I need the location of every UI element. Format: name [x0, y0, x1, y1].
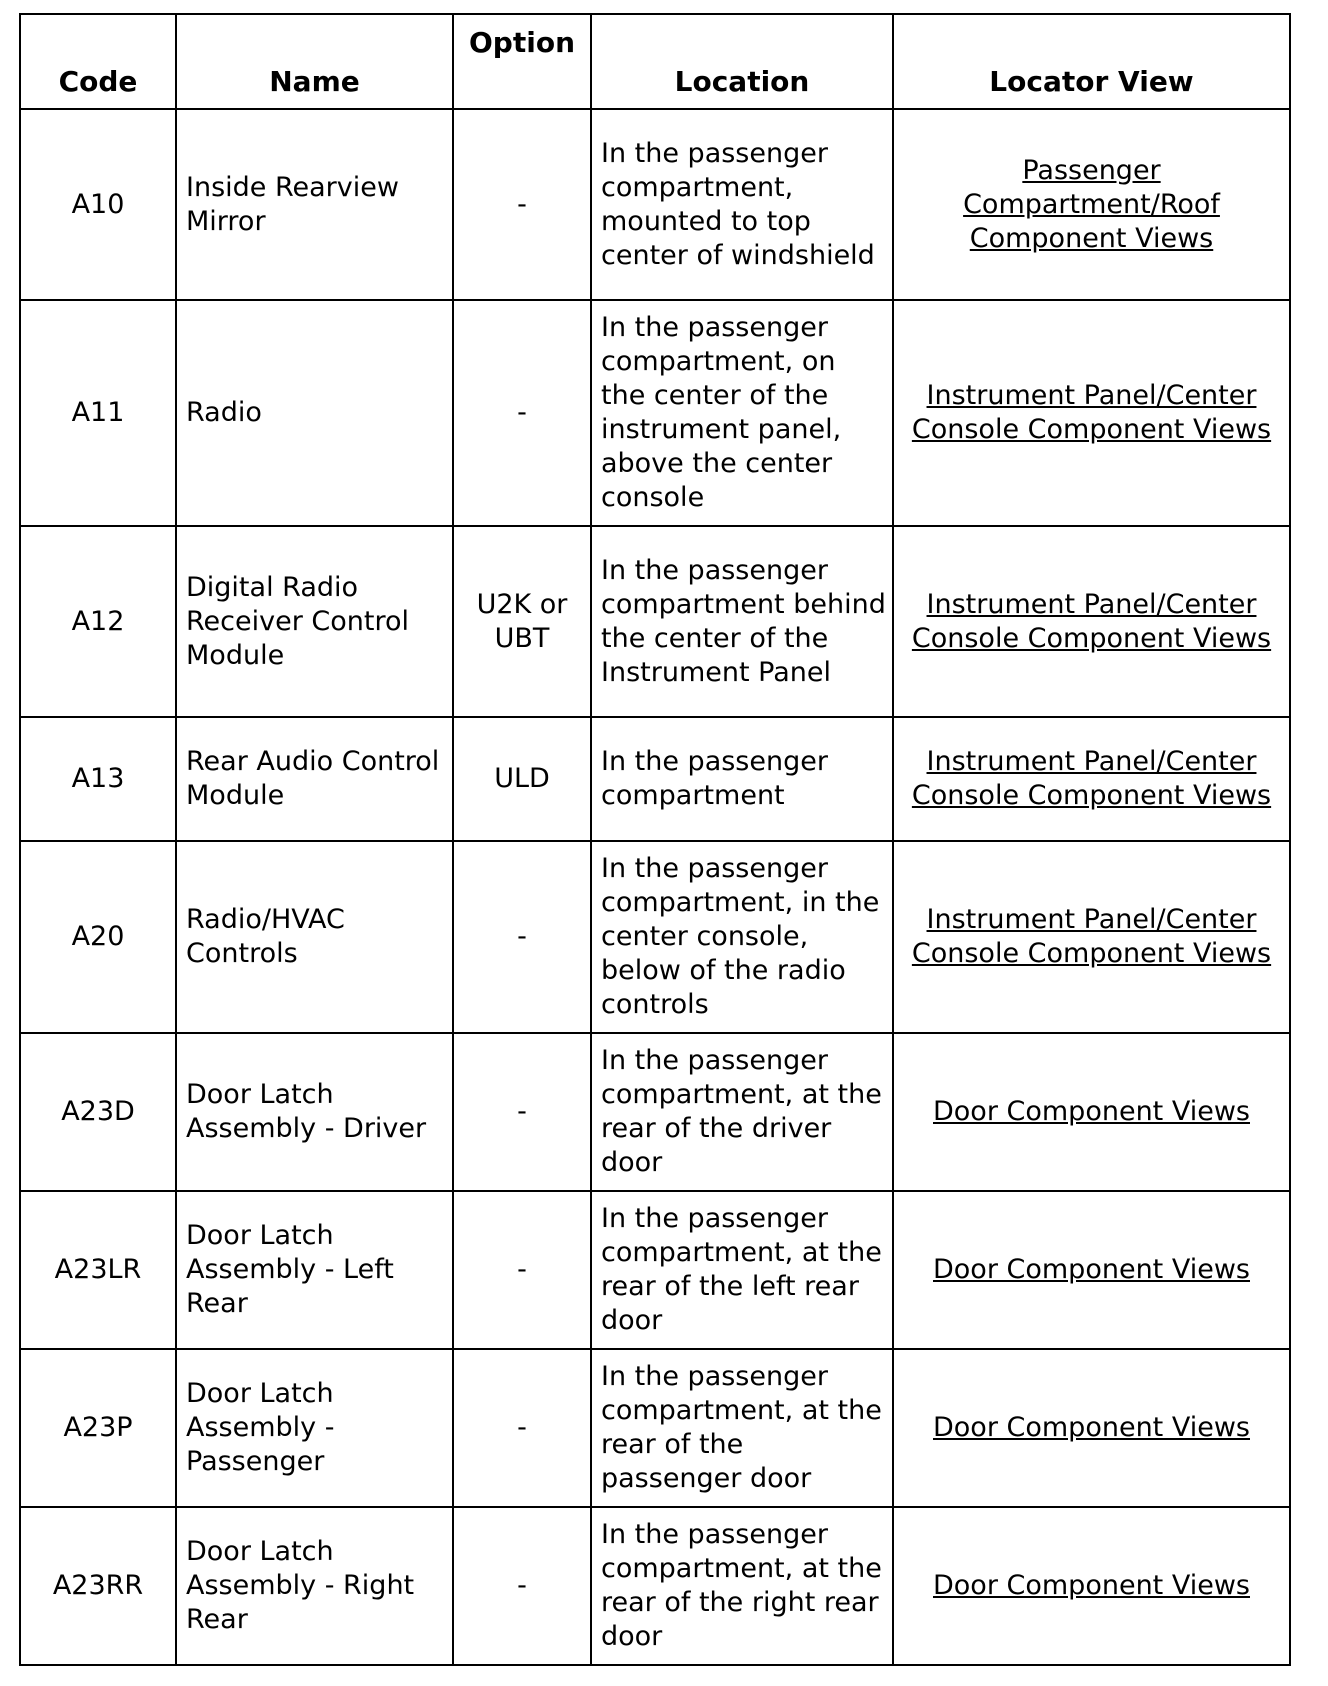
header-row [20, 14, 1290, 109]
cell-code: A20 [20, 841, 176, 1033]
cell-option: - [453, 109, 591, 300]
header-option: Option [453, 14, 591, 109]
cell-locator-view [893, 526, 1290, 717]
table-row [20, 1507, 1290, 1665]
cell-location: In the passenger compartment [591, 717, 893, 841]
locator-view-link[interactable]: Door Component Views [933, 1254, 1250, 1285]
cell-code: A12 [20, 526, 176, 717]
cell-option: ULD [453, 717, 591, 841]
locator-view-link[interactable]: Instrument Panel/Center Console Component Views [911, 380, 1272, 445]
cell-name: Rear Audio Control Module [176, 717, 453, 841]
cell-name: Door Latch Assembly - Driver [176, 1033, 453, 1191]
locator-view-link[interactable]: Instrument Panel/Center Console Component Views [911, 746, 1272, 811]
table-row [20, 1191, 1290, 1349]
locator-view-link[interactable]: Passenger Compartment/Roof Component Views [963, 154, 1220, 254]
cell-code: A23RR [20, 1507, 176, 1665]
cell-code: A23LR [20, 1191, 176, 1349]
locator-view-link[interactable]: Instrument Panel/Center Console Component Views [911, 588, 1272, 654]
cell-code: A13 [20, 717, 176, 841]
cell-location: In the passenger compartment, on the center of the instrument panel, above the center console [591, 300, 893, 526]
table-row [20, 300, 1290, 526]
cell-locator-view [893, 841, 1290, 1033]
cell-locator-view [893, 1033, 1290, 1191]
header-name: Name [176, 14, 453, 109]
header-code: Code [20, 14, 176, 109]
header-locator-view: Locator View [893, 14, 1290, 109]
cell-locator-view [893, 717, 1290, 841]
cell-code: A10 [20, 109, 176, 300]
cell-location: In the passenger compartment, at the rear of the left rear door [591, 1191, 893, 1349]
cell-code: A11 [20, 300, 176, 526]
cell-name: Radio [176, 300, 453, 526]
cell-locator-view [893, 109, 1290, 300]
cell-code: A23D [20, 1033, 176, 1191]
cell-location: In the passenger compartment, at the rear of the passenger door [591, 1349, 893, 1507]
cell-option: - [453, 1191, 591, 1349]
cell-locator-view [893, 1191, 1290, 1349]
table-row [20, 717, 1290, 841]
cell-location: In the passenger compartment, at the rear of the driver door [591, 1033, 893, 1191]
cell-location: In the passenger compartment, at the rear of the right rear door [591, 1507, 893, 1665]
cell-option: - [453, 300, 591, 526]
locator-view-link[interactable]: Instrument Panel/Center Console Component Views [911, 904, 1272, 969]
cell-locator-view [893, 1349, 1290, 1507]
cell-option: - [453, 1507, 591, 1665]
cell-option: - [453, 841, 591, 1033]
cell-location: In the passenger compartment, mounted to top center of windshield [591, 109, 893, 300]
cell-name: Inside Rearview Mirror [176, 109, 453, 300]
locator-view-link[interactable]: Door Component Views [933, 1570, 1250, 1601]
cell-location: In the passenger compartment behind the center of the Instrument Panel [591, 526, 893, 717]
header-location: Location [591, 14, 893, 109]
table-row [20, 1033, 1290, 1191]
locator-view-link[interactable]: Door Component Views [933, 1096, 1250, 1127]
table-row [20, 109, 1290, 300]
cell-name: Radio/HVAC Controls [176, 841, 453, 1033]
locator-view-link[interactable]: Door Component Views [933, 1412, 1250, 1443]
cell-locator-view [893, 1507, 1290, 1665]
cell-option: - [453, 1349, 591, 1507]
component-locator-table [19, 13, 1291, 1666]
cell-name: Door Latch Assembly - Right Rear [176, 1507, 453, 1665]
cell-option: - [453, 1033, 591, 1191]
cell-name: Door Latch Assembly - Left Rear [176, 1191, 453, 1349]
table-row [20, 841, 1290, 1033]
cell-name: Door Latch Assembly - Passenger [176, 1349, 453, 1507]
cell-code: A23P [20, 1349, 176, 1507]
cell-name: Digital Radio Receiver Control Module [176, 526, 453, 717]
cell-option: U2K or UBT [453, 526, 591, 717]
cell-location: In the passenger compartment, in the center console, below of the radio controls [591, 841, 893, 1033]
table-row [20, 1349, 1290, 1507]
table-row [20, 526, 1290, 717]
cell-locator-view [893, 300, 1290, 526]
